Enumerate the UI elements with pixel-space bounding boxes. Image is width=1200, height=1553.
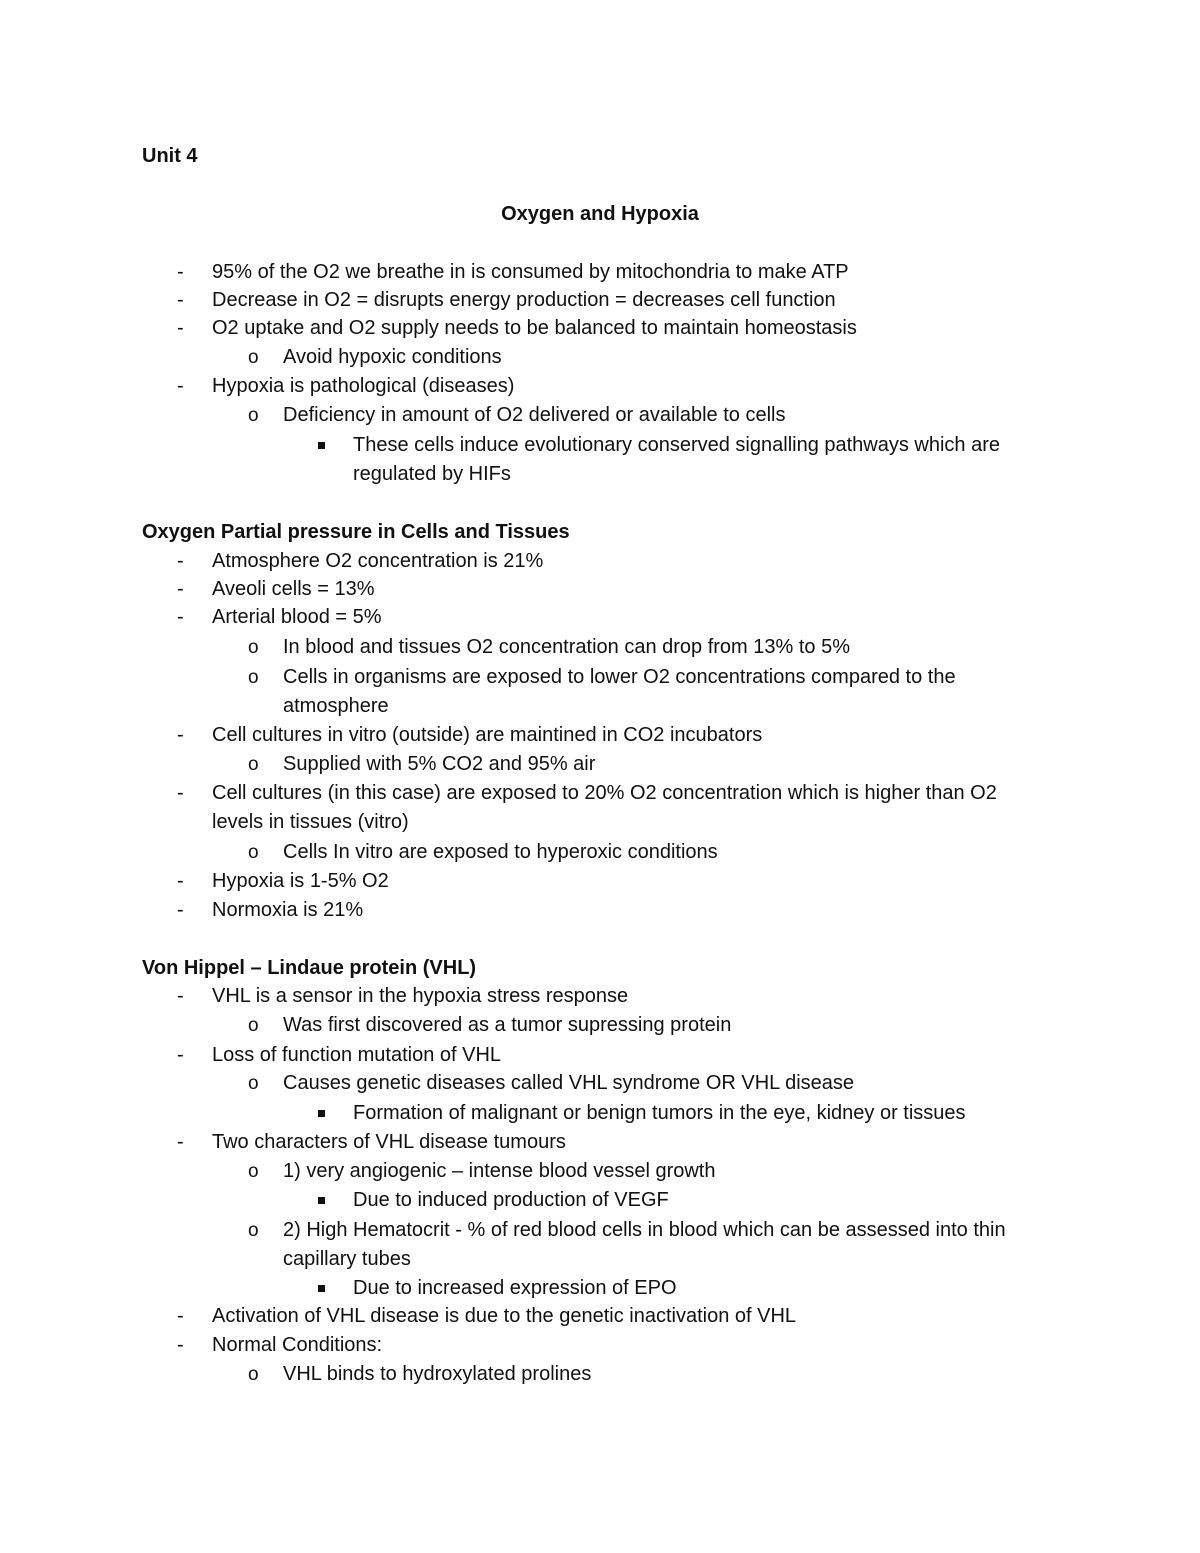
list-item-text: capillary tubes	[283, 1248, 411, 1270]
square-bullet-icon	[318, 1197, 325, 1204]
dash-bullet-icon: -	[177, 375, 184, 397]
dash-bullet-icon: -	[177, 782, 184, 804]
list-item-text: VHL binds to hydroxylated prolines	[283, 1363, 592, 1385]
list-item-text: Two characters of VHL disease tumours	[212, 1131, 566, 1153]
list-item-text: Aveoli cells = 13%	[212, 578, 375, 600]
list-item-text: These cells induce evolutionary conserved signalling pathways which are	[353, 434, 1001, 456]
circle-bullet-icon: o	[248, 842, 259, 863]
dash-bullet-icon: -	[177, 1334, 184, 1356]
dash-bullet-icon: -	[177, 317, 184, 339]
list-item-text: Cell cultures (in this case) are exposed to 20% O2 concentration which is higher than O2	[212, 782, 997, 804]
square-bullet-icon	[318, 442, 325, 449]
dash-bullet-icon: -	[177, 724, 184, 746]
list-item-text: 95% of the O2 we breathe in is consumed by mitochondria to make ATP	[212, 261, 849, 283]
list-item-text: Arterial blood = 5%	[212, 606, 382, 628]
dash-bullet-icon: -	[177, 899, 184, 921]
list-item-text: In blood and tissues O2 concentration can drop from 13% to 5%	[283, 636, 851, 658]
circle-bullet-icon: o	[248, 1073, 259, 1094]
circle-bullet-icon: o	[248, 1161, 259, 1182]
list-item-text: Normal Conditions:	[212, 1334, 383, 1356]
list-item-text: Due to induced production of VEGF	[353, 1189, 669, 1211]
circle-bullet-icon: o	[248, 405, 259, 426]
list-item-text: levels in tissues (vitro)	[212, 811, 409, 833]
list-item-text: Activation of VHL disease is due to the genetic inactivation of VHL	[212, 1305, 797, 1327]
dash-bullet-icon: -	[177, 289, 184, 311]
list-item-text: atmosphere	[283, 695, 389, 717]
list-item-text: Supplied with 5% CO2 and 95% air	[283, 753, 596, 775]
page-title: Oxygen and Hypoxia	[501, 203, 699, 225]
list-item-text: Due to increased expression of EPO	[353, 1277, 677, 1299]
section-heading: Von Hippel – Lindaue protein (VHL)	[142, 957, 477, 979]
list-item-text: Cell cultures in vitro (outside) are maintined in CO2 incubators	[212, 724, 763, 746]
dash-bullet-icon: -	[177, 1131, 184, 1153]
circle-bullet-icon: o	[248, 1364, 259, 1385]
circle-bullet-icon: o	[248, 1220, 259, 1241]
circle-bullet-icon: o	[248, 347, 259, 368]
dash-bullet-icon: -	[177, 1044, 184, 1066]
list-item-text: Avoid hypoxic conditions	[283, 346, 502, 368]
list-item-text: Was first discovered as a tumor supressing protein	[283, 1014, 732, 1036]
circle-bullet-icon: o	[248, 1015, 259, 1036]
dash-bullet-icon: -	[177, 1305, 184, 1327]
dash-bullet-icon: -	[177, 261, 184, 283]
circle-bullet-icon: o	[248, 637, 259, 658]
list-item-text: Hypoxia is pathological (diseases)	[212, 375, 515, 397]
list-item-text: Decrease in O2 = disrupts energy production = decreases cell function	[212, 289, 836, 311]
dash-bullet-icon: -	[177, 578, 184, 600]
list-item-text: Cells in organisms are exposed to lower O2 concentrations compared to the	[283, 666, 956, 688]
dash-bullet-icon: -	[177, 870, 184, 892]
list-item-text: Normoxia is 21%	[212, 899, 364, 921]
list-item-text: 1) very angiogenic – intense blood vessel growth	[283, 1160, 716, 1182]
list-item-text: Loss of function mutation of VHL	[212, 1044, 502, 1066]
list-item-text: 2) High Hematocrit - % of red blood cells in blood which can be assessed into thin	[283, 1219, 1006, 1241]
list-item-text: Causes genetic diseases called VHL syndrome OR VHL disease	[283, 1072, 855, 1094]
section-heading: Oxygen Partial pressure in Cells and Tissues	[142, 521, 570, 543]
list-item-text: VHL is a sensor in the hypoxia stress response	[212, 985, 629, 1007]
dash-bullet-icon: -	[177, 985, 184, 1007]
unit-label: Unit 4	[142, 145, 198, 167]
square-bullet-icon	[318, 1110, 325, 1117]
list-item-text: O2 uptake and O2 supply needs to be balanced to maintain homeostasis	[212, 317, 857, 339]
circle-bullet-icon: o	[248, 667, 259, 688]
list-item-text: Hypoxia is 1-5% O2	[212, 870, 389, 892]
square-bullet-icon	[318, 1285, 325, 1292]
dash-bullet-icon: -	[177, 550, 184, 572]
list-item-text: Cells In vitro are exposed to hyperoxic conditions	[283, 841, 718, 863]
list-item-text: Atmosphere O2 concentration is 21%	[212, 550, 544, 572]
list-item-text: Formation of malignant or benign tumors in the eye, kidney or tissues	[353, 1102, 966, 1124]
dash-bullet-icon: -	[177, 606, 184, 628]
circle-bullet-icon: o	[248, 754, 259, 775]
list-item-text: Deficiency in amount of O2 delivered or available to cells	[283, 404, 786, 426]
list-item-text: regulated by HIFs	[353, 463, 511, 485]
